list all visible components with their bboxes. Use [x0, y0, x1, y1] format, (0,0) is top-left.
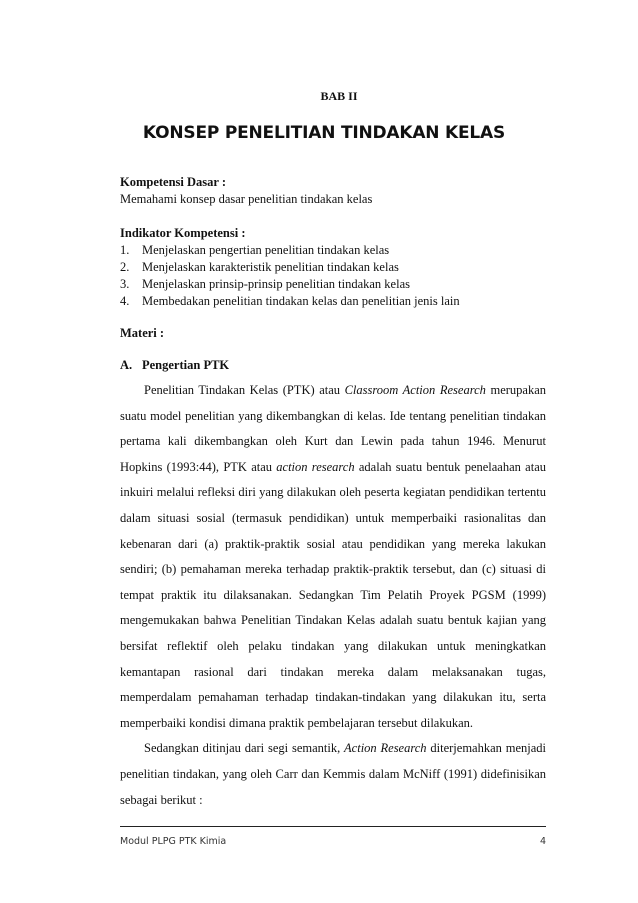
- page-footer: [120, 836, 546, 847]
- section-heading: A. Pengertian PTK: [120, 358, 230, 372]
- indikator-list: [120, 242, 546, 310]
- list-item: 4. Membedakan penelitian tindakan kelas dan penelitian jenis lain: [120, 294, 460, 308]
- list-item: 3. Menjelaskan prinsip-prinsip penelitian tindakan kelas: [120, 277, 410, 291]
- content-body: [120, 174, 546, 813]
- footer-module-name: Modul PLPG PTK Kimia: [120, 836, 227, 847]
- kompetensi-heading: Kompetensi Dasar :: [120, 175, 227, 189]
- paragraph-2: Sedangkan ditinjau dari segi semantik, Action Research diterjemahkan menjadi penelitian tindakan, yang oleh Carr dan Kemmis dalam McNiff (1991) didefinisikan sebagai berikut :: [120, 741, 546, 807]
- indikator-heading: Indikator Kompetensi :: [120, 226, 246, 240]
- page-number: 4: [539, 836, 546, 847]
- materi-heading: Materi :: [120, 326, 165, 340]
- footer-divider: [120, 826, 546, 827]
- page-title: KONSEP PENELITIAN TINDAKAN KELAS: [142, 123, 506, 143]
- list-item: 2. Menjelaskan karakteristik penelitian tindakan kelas: [120, 260, 399, 274]
- list-item: 1. Menjelaskan pengertian penelitian tindakan kelas: [120, 243, 390, 257]
- chapter-label: BAB II: [320, 89, 358, 103]
- paragraph-1: Penelitian Tindakan Kelas (PTK) atau Classroom Action Research merupakan suatu model penelitian yang dikembangkan di kelas. Ide tentang penelitian tindakan pertama kali dikembangkan oleh Kurt dan Lewin pada tahun 1946. Menurut Hopkins (1993:44), PTK atau action research adalah suatu bentuk penelaahan atau inkuiri melalui refleksi diri yang dilakukan oleh peserta kegiatan pendidikan tertentu dalam situasi sosial (termasuk pendidikan) untuk memperbaiki rasionalitas dan kebenaran dari (a) praktik-praktik sosial atau pendidikan yang mereka lakukan sendiri; (b) pemahaman mereka terhadap praktik-praktik tersebut, dan (c) situasi di tempat praktik itu dilaksanakan. Sedangkan Tim Pelatih Proyek PGSM (1999) mengemukakan bahwa Penelitian Tindakan Kelas adalah suatu bentuk kajian yang bersifat reflektif oleh pelaku tindakan yang dilakukan untuk meningkatkan kemantapan rasional dari tindakan mereka dalam melaksanakan tugas, memperdalam pemahaman terhadap tindakan-tindakan yang dilakukan itu, serta memperbaiki kondisi dimana praktik pembelajaran tersebut dilakukan.: [120, 383, 547, 730]
- kompetensi-text: Memahami konsep dasar penelitian tindakan kelas: [120, 192, 373, 206]
